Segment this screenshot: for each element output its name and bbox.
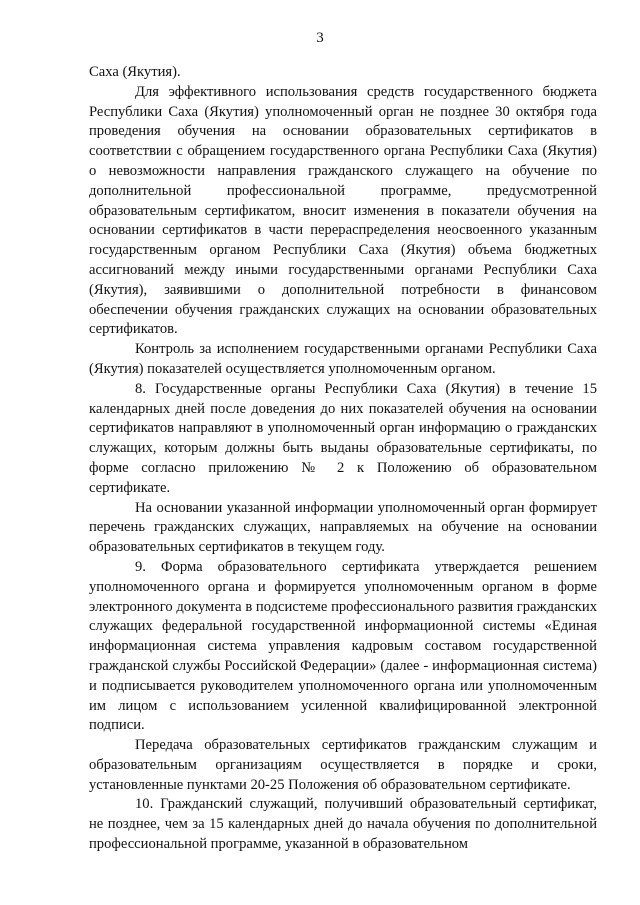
page-number: 3 (316, 30, 324, 46)
paragraph-list-formation: На основании указанной информации уполномоченный орган формирует перечень гражданских служащих, направляемых на обучение на основании образовательных сертификатов в текущем году. (89, 499, 597, 556)
document-body (89, 63, 597, 855)
paragraph-budget-redistribution: Для эффективного использования средств государственного бюджета Республики Саха (Якутия) уполномоченный орган не позднее 30 октября года проведения обучения на основании образовательных сертификатов в соответствии с обращением государственного органа Республики Саха (Якутия) о невозможности направления гражданского служащего на обучение по дополнительной профессиональной программе, предусмотренной образовательным сертификатом, вносит изменения в показатели обучения на основании сертификатов в части перераспределения неосвоенного указанным государственным органом Республики Саха (Якутия) объема бюджетных ассигнований между иными государственными органами Республики Саха (Якутия), заявившими о дополнительной потребности в финансовом обеспечении обучения гражданских служащих на основании образовательных сертификатов. (89, 83, 597, 338)
paragraph-certificate-transfer: Передача образовательных сертификатов гражданским служащим и образовательным организациям осуществляется в порядке и сроки, установленные пунктами 20-25 Положения об образовательном сертификате. (89, 737, 597, 793)
paragraph-item-9: 9. Форма образовательного сертификата утверждается решением уполномоченного органа и формируется уполномоченным органом в форме электронного документа в подсистеме профессионального развития гражданских служащих федеральной государственной информационной системы «Единая информационная система управления кадровым составом государственной гражданской службы Российской Федерации» (далее - информационная система) и подписывается руководителем уполномоченного органа или уполномоченным им лицом с использованием усиленной квалифицированной электронной подписи. (89, 558, 597, 734)
paragraph-item-10: 10. Гражданский служащий, получивший образовательный сертификат, не позднее, чем за 15 календарных дней до начала обучения по дополнительной профессиональной программе, указанной в образовательном (89, 796, 597, 853)
paragraph-control: Контроль за исполнением государственными органами Республики Саха (Якутия) показателей осуществляется уполномоченным органом. (89, 341, 597, 377)
paragraph-continuation: Саха (Якутия). (89, 64, 181, 80)
paragraph-item-8: 8. Государственные органы Республики Саха (Якутия) в течение 15 календарных дней после доведения до них показателей обучения на основании сертификатов направляют в уполномоченный орган информацию о гражданских служащих, которым должны быть выданы образовательные сертификаты, по форме согласно приложению № 2 к Положению об образовательном сертификате. (89, 380, 597, 496)
